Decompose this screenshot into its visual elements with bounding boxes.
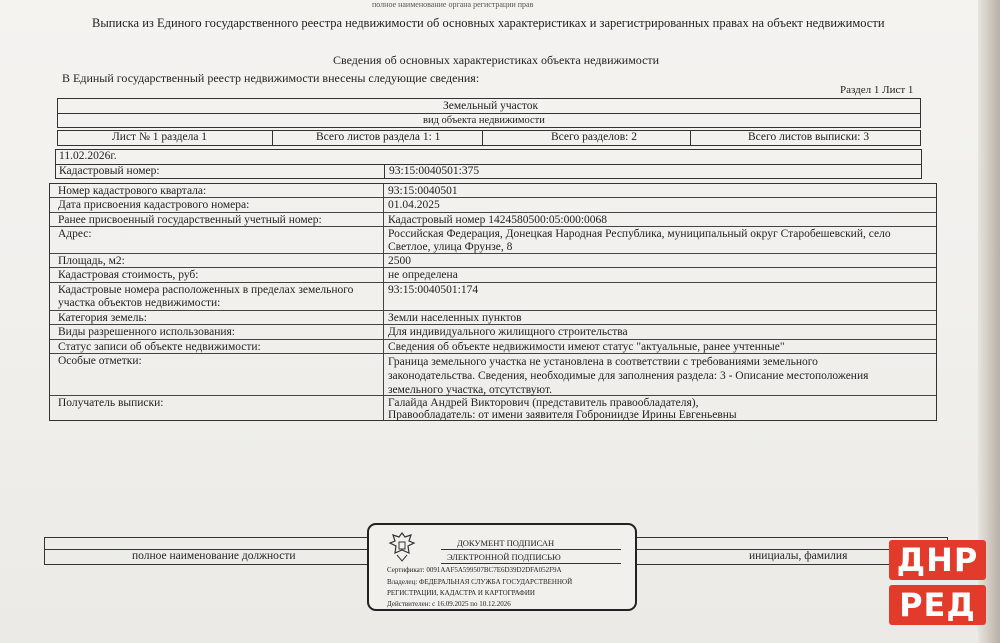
validity: Действителен: с 16.09.2025 по 10.12.2026 xyxy=(387,600,511,608)
dnr-red-logo: ДНР РЕД xyxy=(889,540,989,628)
electronic-signature-stamp xyxy=(367,523,637,611)
cadastral-number-value: 93:15:0040501:375 xyxy=(389,165,480,177)
table-row: Категория земель: Земли населенных пунктов xyxy=(50,311,936,325)
stamp-title: ДОКУМЕНТ ПОДПИСАН xyxy=(457,538,555,548)
position-caption: полное наименование должности xyxy=(132,550,296,562)
total-sections: Всего разделов: 2 xyxy=(551,131,637,143)
total-sheets-section: Всего листов раздела 1: 1 xyxy=(316,131,441,143)
owner-line1: Владелец: ФЕДЕРАЛЬНАЯ СЛУЖБА ГОСУДАРСТВЕННОЙ xyxy=(387,578,573,586)
section-title: Сведения об основных характеристиках объекта недвижимости xyxy=(333,53,660,67)
object-type: Земельный участок xyxy=(443,100,539,112)
table-row: Номер кадастрового квартала: 93:15:0040501 xyxy=(50,184,936,198)
table-row: Дата присвоения кадастрового номера: 01.04.2025 xyxy=(50,198,936,213)
part-label: Раздел 1 Лист 1 xyxy=(840,84,914,96)
table-row: Адрес: Российская Федерация, Донецкая Народная Республика, муниципальный округ Старобешевский, село Светлое, улица Фрунзе, 8 xyxy=(50,227,936,254)
document-title: Выписка из Единого государственного реестра недвижимости об основных характеристиках и зарегистрированных правах на объект недвижимости xyxy=(92,16,885,30)
org-caption: полное наименование органа регистрации прав xyxy=(372,0,534,9)
stamp-subtitle: ЭЛЕКТРОННОЙ ПОДПИСЬЮ xyxy=(447,552,561,562)
table-row: Получатель выписки: Галайда Андрей Викторович (представитель правообладателя), Правообладатель: от имени заявителя Гоброниидзе Ирины Евгеньевны xyxy=(58,397,737,421)
table-row: Площадь, м2: 2500 xyxy=(50,254,936,268)
eagle-emblem-icon xyxy=(387,529,417,563)
certificate: Сертификат: 0091AAF5A599507BC7E6D39D2DFA052F9A xyxy=(387,566,562,574)
sheet-number: Лист № 1 раздела 1 xyxy=(112,131,208,143)
name-caption: инициалы, фамилия xyxy=(749,550,848,562)
intro-text: В Единый государственный реестр недвижимости внесены следующие сведения: xyxy=(62,71,480,85)
table-row: Кадастровая стоимость, руб: не определена xyxy=(50,268,936,283)
cadastral-number-label: Кадастровый номер: xyxy=(59,165,160,177)
table-row: Виды разрешенного использования: Для индивидуального жилищного строительства xyxy=(50,325,936,340)
extract-date: 11.02.2026г. xyxy=(59,150,117,162)
table-row: Статус записи об объекте недвижимости: Сведения об объекте недвижимости имеют статус "актуальные, ранее учтенные" xyxy=(50,340,936,354)
owner-line2: РЕГИСТРАЦИИ, КАДАСТРА И КАРТОГРАФИИ xyxy=(387,589,535,597)
table-row: Особые отметки: Граница земельного участка не установлена в соответствии с требованиями земельного законодательства. Сведения, необходимые для заполнения раздела: 3 - Описание местоположения земельного участка, отсутствуют. xyxy=(50,354,936,396)
table-row: Ранее присвоенный государственный учетный номер: Кадастровый номер 1424580500:05:000:0068 xyxy=(50,213,936,227)
object-type-caption: вид объекта недвижимости xyxy=(423,115,545,126)
table-row: Кадастровые номера расположенных в пределах земельного участка объектов недвижимости: 93:15:0040501:174 xyxy=(50,283,936,311)
total-sheets-extract: Всего листов выписки: 3 xyxy=(748,131,870,143)
characteristics-table xyxy=(49,183,937,421)
